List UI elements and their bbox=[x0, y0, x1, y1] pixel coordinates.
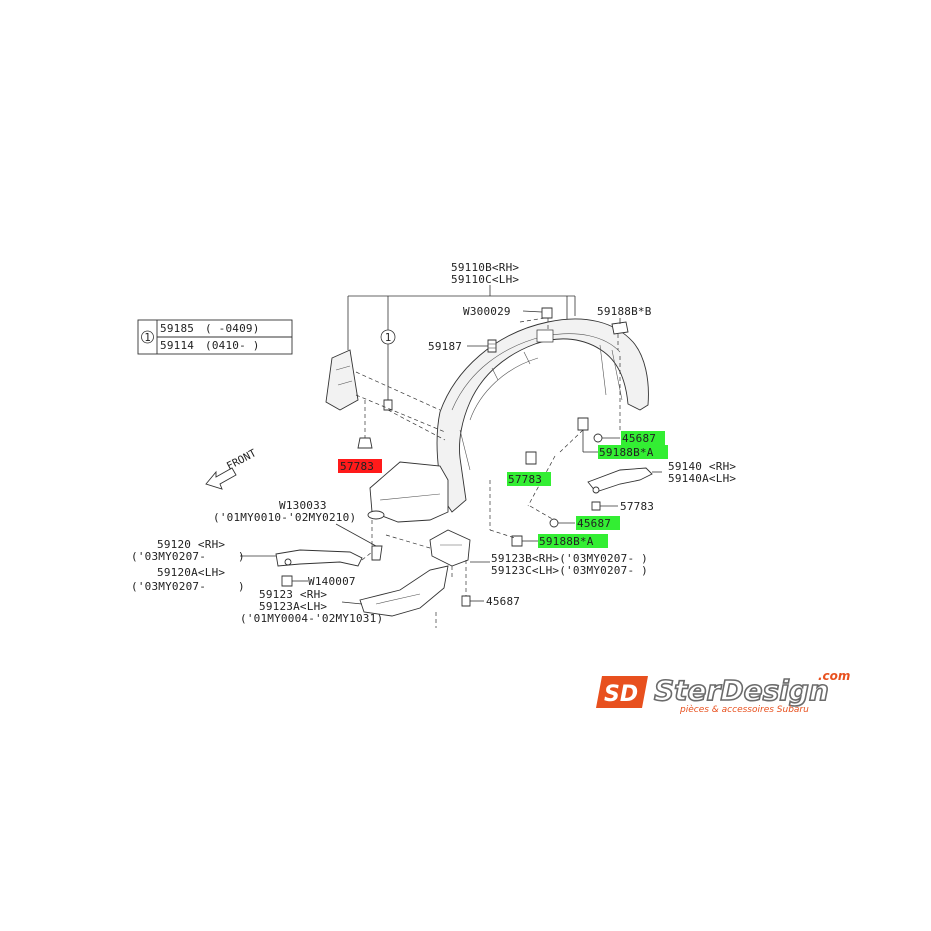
logo-mark: SD bbox=[604, 682, 639, 707]
front-flap-part bbox=[326, 350, 358, 410]
label-45687-c: 45687 bbox=[486, 595, 521, 608]
legend-table bbox=[138, 320, 292, 354]
clip-57783-c bbox=[592, 502, 600, 510]
label-59187: 59187 bbox=[428, 340, 463, 353]
label-59140-rh: 59140 <RH> bbox=[668, 460, 737, 473]
label-w140007: W140007 bbox=[308, 575, 356, 588]
label-w300029: W300029 bbox=[463, 305, 511, 318]
label-59188b-a1: 59188B*A bbox=[599, 446, 654, 459]
label-59123-range: ('01MY0004-'02MY1031) bbox=[240, 612, 384, 625]
clip-w300029 bbox=[542, 308, 552, 318]
clip-59188b-a1 bbox=[578, 418, 588, 430]
legend-callout-number: 1 bbox=[144, 332, 151, 344]
bracket-59120-part bbox=[276, 550, 362, 566]
legend-row1-range: ( -0409) bbox=[205, 322, 260, 335]
sterdesign-logo bbox=[596, 669, 850, 715]
clip-45687-b bbox=[550, 519, 558, 527]
label-w130033-range: ('01MY0010-'02MY0210) bbox=[213, 511, 357, 524]
label-59188b-a2: 59188B*A bbox=[539, 535, 594, 548]
clip-45687-a bbox=[594, 434, 602, 442]
logo-name: SterDesign bbox=[654, 674, 829, 707]
label-59188b-b: 59188B*B bbox=[597, 305, 652, 318]
clip-57783-green bbox=[526, 452, 536, 464]
legend-row2-part: 59114 bbox=[160, 339, 195, 352]
clip-upper-left bbox=[384, 400, 392, 410]
label-57783-red: 57783 bbox=[340, 460, 375, 473]
clip-w130033 bbox=[372, 546, 382, 560]
logo-tagline: pièces & accessoires Subaru bbox=[680, 705, 809, 715]
clip-57783-red-area bbox=[358, 438, 372, 448]
clip-59187 bbox=[488, 340, 496, 352]
label-59123a-lh: 59123A<LH> bbox=[259, 600, 328, 613]
label-59120-range1-close: ) bbox=[238, 550, 245, 563]
label-w130033: W130033 bbox=[279, 499, 327, 512]
label-59110b: 59110B<RH> bbox=[451, 261, 520, 274]
bracket-59123-part bbox=[360, 566, 448, 616]
bracket-59123b-part bbox=[430, 530, 470, 566]
clip-45687-c bbox=[462, 596, 470, 606]
bracket-59140-part bbox=[588, 468, 652, 493]
legend-row1-part: 59185 bbox=[160, 322, 195, 335]
label-59123c-lh: 59123C<LH>('03MY0207- ) bbox=[491, 564, 648, 577]
label-57783-green: 57783 bbox=[508, 473, 543, 486]
label-59120a-lh: 59120A<LH> bbox=[157, 566, 226, 579]
label-59123b-rh: 59123B<RH>('03MY0207- ) bbox=[491, 552, 648, 565]
label-45687-b: 45687 bbox=[577, 517, 612, 530]
callout-number-1: 1 bbox=[384, 332, 392, 344]
clip-w140007 bbox=[282, 576, 292, 586]
label-59123-rh: 59123 <RH> bbox=[259, 588, 328, 601]
label-59120-rh: 59120 <RH> bbox=[157, 538, 226, 551]
front-label: FRONT bbox=[224, 447, 259, 473]
label-59120-range2-close: ) bbox=[238, 580, 245, 593]
label-59120-range2: ('03MY0207- bbox=[131, 580, 207, 593]
label-59120-range1: ('03MY0207- bbox=[131, 550, 207, 563]
label-57783-c: 57783 bbox=[620, 500, 655, 513]
label-59110c: 59110C<LH> bbox=[451, 273, 520, 286]
label-45687-a: 45687 bbox=[622, 432, 657, 445]
logo-domain: .com bbox=[818, 669, 851, 683]
label-59140a-lh: 59140A<LH> bbox=[668, 472, 737, 485]
legend-row2-range: (0410- ) bbox=[205, 339, 260, 352]
